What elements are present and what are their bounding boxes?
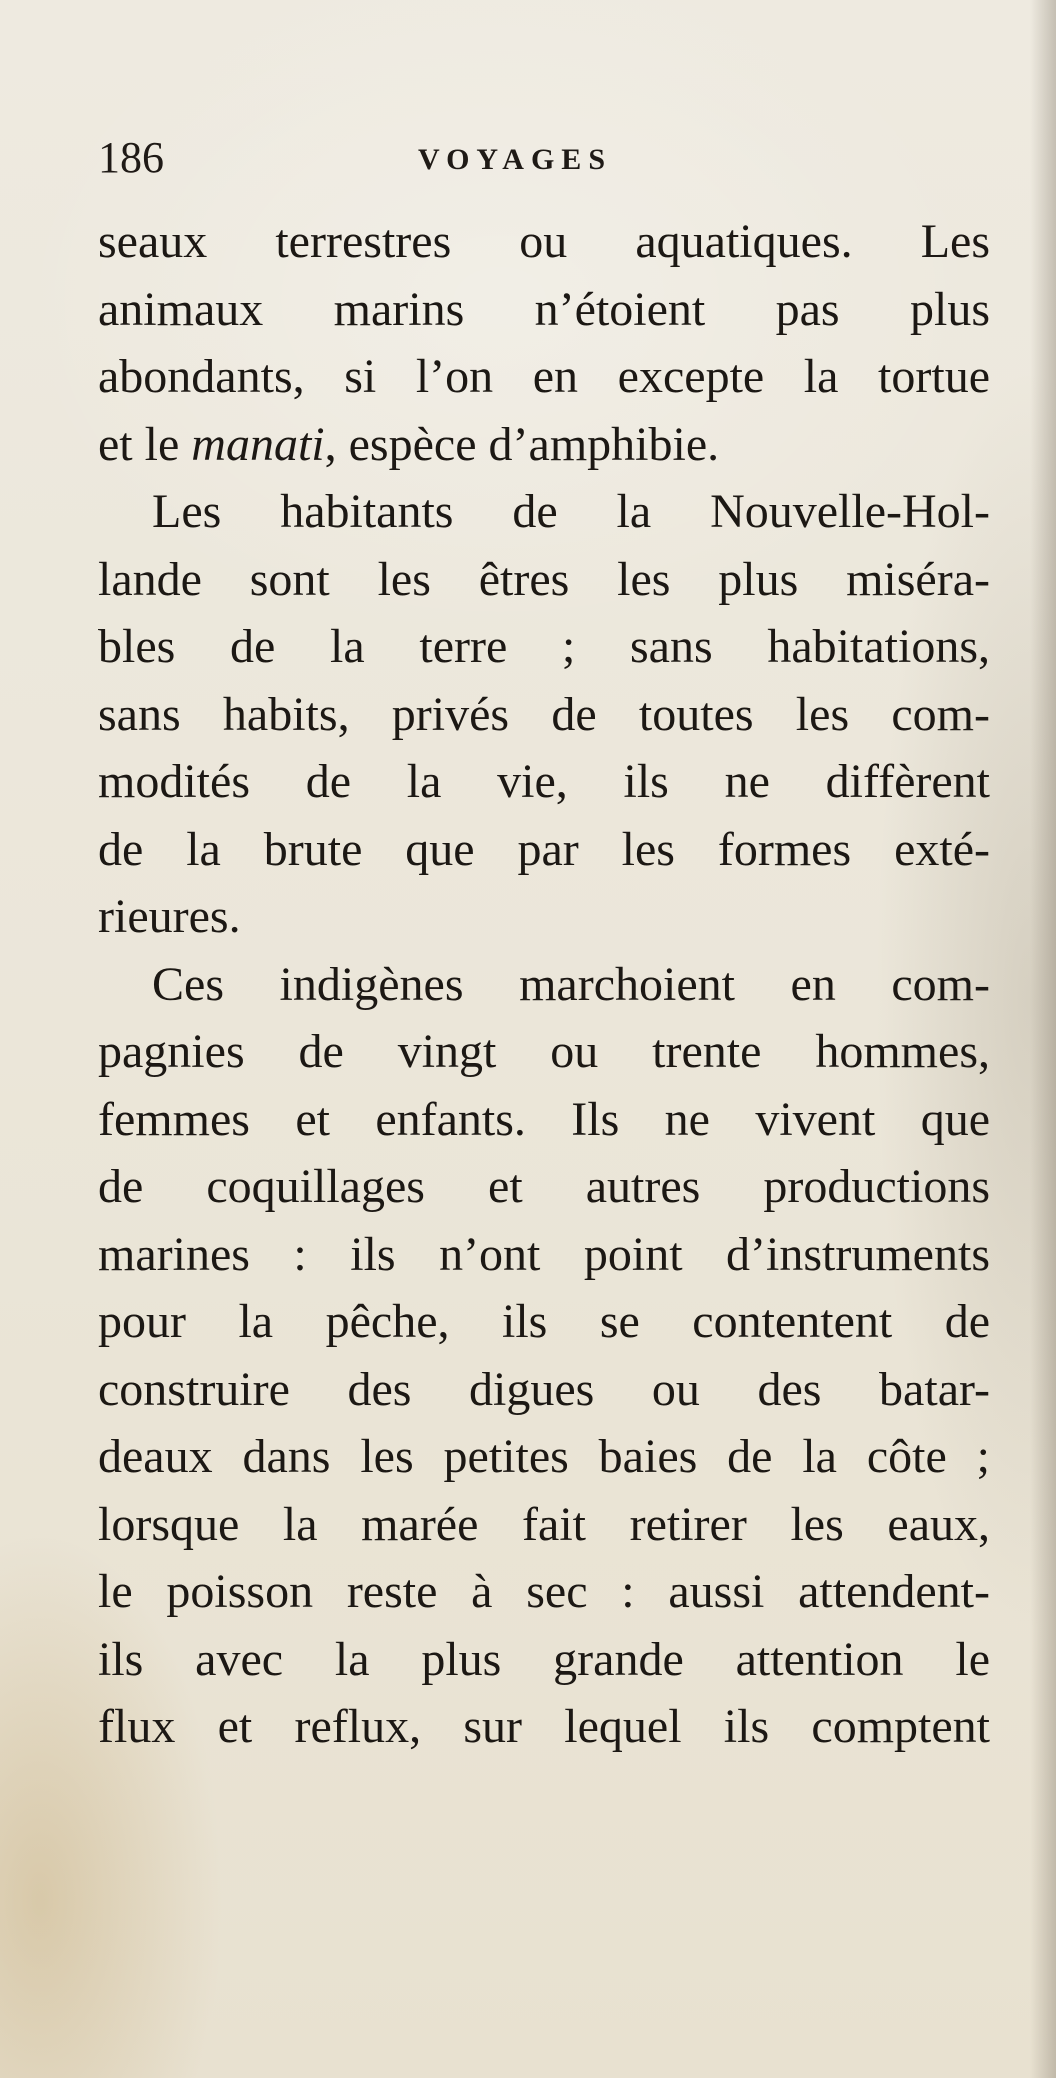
body-text [98, 208, 990, 1761]
text-line: animaux marins n’étoient pas plus [98, 282, 990, 336]
text-run: et le [98, 417, 192, 471]
text-line: lande sont les êtres les plus miséra- [98, 552, 990, 606]
running-head [98, 128, 738, 188]
text-line: modités de la vie, ils ne diffèrent [98, 755, 990, 808]
text-line: deaux dans les petites baies de la côte ; [98, 1430, 990, 1483]
italic-term: manati [191, 417, 325, 471]
text-line: pagnies de vingt ou trente hommes, [98, 1025, 990, 1078]
text-line: marines : ils n’ont point d’instruments [98, 1227, 990, 1281]
text-run: , espèce d’amphibie. [324, 417, 720, 471]
text-line: le poisson reste à sec : aussi attendent- [98, 1565, 990, 1618]
text-line: Les habitants de la Nouvelle-Hol- [152, 485, 990, 538]
text-line: Ces indigènes marchoient en com- [152, 957, 990, 1011]
text-line: bles de la terre ; sans habitations, [98, 620, 990, 673]
text-line: seaux terrestres ou aquatiques. Les [98, 215, 990, 268]
text-line: pour la pêche, ils se contentent de [98, 1295, 990, 1348]
text-line: femmes et enfants. Ils ne vivent que [98, 1092, 990, 1146]
text-line: lorsque la marée fait retirer les eaux, [98, 1497, 990, 1551]
text-line: rieures. [98, 890, 241, 943]
text-line: abondants, si l’on en excepte la tortue [98, 350, 990, 403]
text-line: flux et reflux, sur lequel ils comptent [98, 1700, 990, 1753]
text-line: ils avec la plus grande attention le [98, 1632, 990, 1686]
text-line: sans habits, privés de toutes les com- [98, 687, 990, 741]
text-line: de la brute que par les formes exté- [98, 822, 990, 876]
page-number: 186 [98, 133, 164, 182]
running-title: VOYAGES [418, 143, 613, 176]
text-line: de coquillages et autres productions [98, 1160, 990, 1213]
text-line [98, 411, 990, 479]
text-line: construire des digues ou des batar- [98, 1362, 990, 1416]
